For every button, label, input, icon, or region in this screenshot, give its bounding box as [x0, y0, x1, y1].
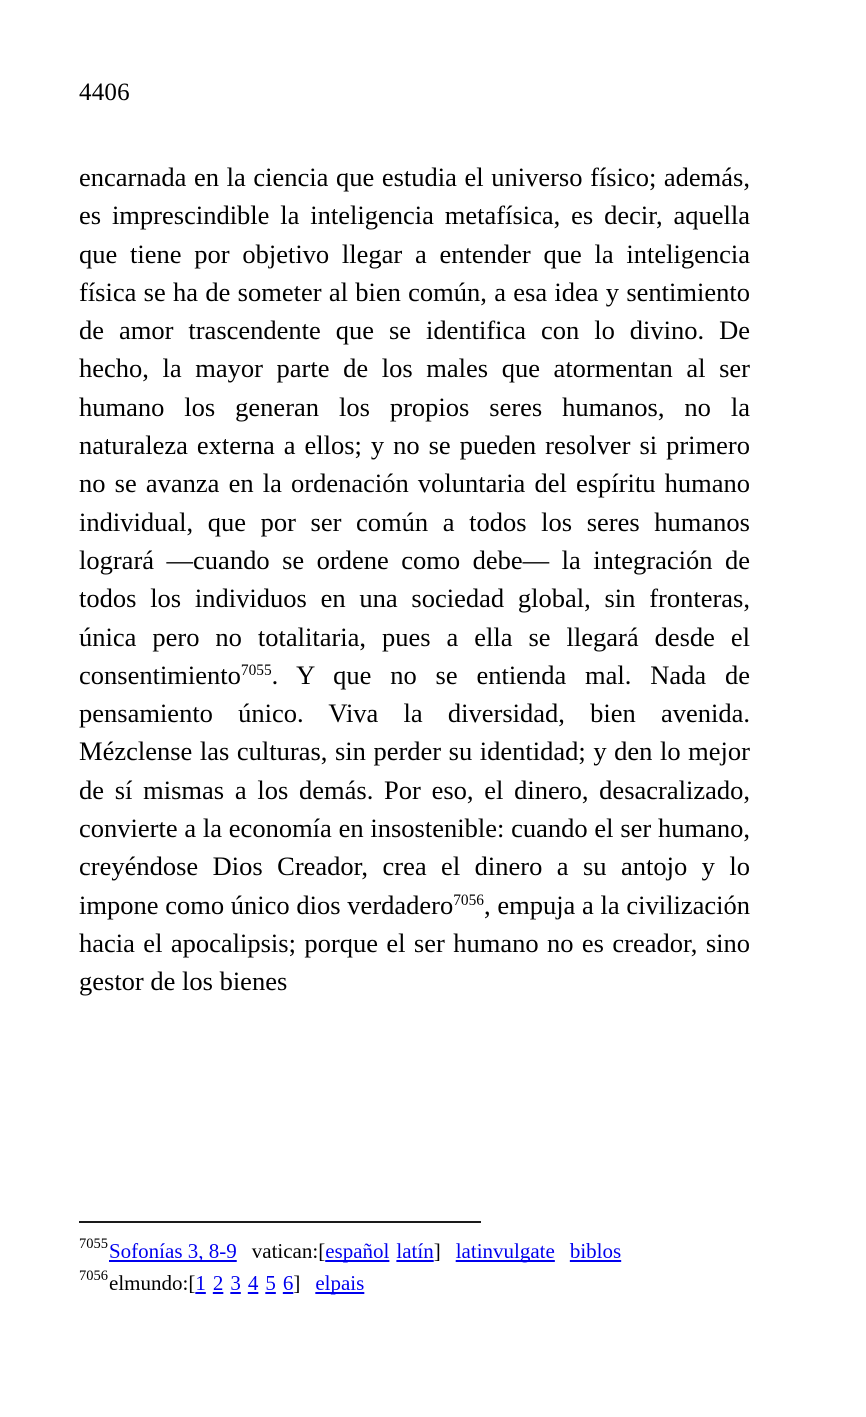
- footnote-link[interactable]: biblos: [569, 1239, 622, 1263]
- body-text-segment: la integración de todos los individuos en una sociedad global, sin fronteras, única pero no totalitaria, pues a ella se llegará desde el consentimiento: [79, 544, 750, 690]
- footnote-text: vatican:[: [251, 1239, 326, 1263]
- body-text-column: [79, 158, 750, 1001]
- body-text-segment: encarnada en la ciencia que estudia el universo físico; además, es imprescindible la inteligencia metafísica, es decir, aquella que tiene por objetivo llegar a entender que la inteligencia física se ha de someter al bien común, a esa idea y sentimiento de amor trascendente que se identifica con lo divino. De hecho, la mayor parte de los males que atormentan al ser humano los generan los propios seres humanos, no la naturaleza externa a ellos; y no se pueden resolver si primero no se avanza en la ordenación voluntaria del espíritu humano individual, que por ser común a todos los seres humanos logrará: [79, 162, 750, 575]
- footnote-link[interactable]: 2: [212, 1271, 224, 1295]
- footnote-link[interactable]: elpais: [315, 1271, 365, 1295]
- footnote-7056: [79, 1267, 779, 1296]
- footnote-7055: [79, 1235, 779, 1264]
- body-text-segment: —cuando se ordene como debe—: [166, 544, 550, 575]
- footnote-link[interactable]: 6: [282, 1271, 294, 1295]
- footnote-link[interactable]: Sofonías 3, 8-9: [109, 1239, 237, 1263]
- footnote-marker: 7056: [79, 1267, 108, 1284]
- footnote-marker: 7055: [79, 1235, 108, 1252]
- footnote-text: elmundo:[: [109, 1271, 196, 1295]
- footnote-link[interactable]: español: [325, 1239, 390, 1263]
- page-number: 4406: [79, 79, 130, 106]
- footnote-separator-rule: [79, 1221, 481, 1223]
- footnote-link[interactable]: latín: [396, 1239, 434, 1263]
- footnote-text: ]: [293, 1271, 301, 1295]
- footnote-text: ]: [433, 1239, 441, 1263]
- body-text-segment: , empuja a la civilización hacia el apocalipsis; porque el ser humano no es creador, sino gestor de los bienes: [79, 889, 750, 997]
- footnote-link[interactable]: 4: [247, 1271, 259, 1295]
- footnote-reference-7056[interactable]: 7056: [453, 891, 484, 909]
- footnote-list: [79, 1235, 779, 1296]
- footnote-area: [79, 1221, 779, 1296]
- footnote-link[interactable]: 5: [265, 1271, 276, 1295]
- footnote-link[interactable]: 3: [230, 1271, 241, 1295]
- footnote-link[interactable]: 1: [195, 1271, 206, 1295]
- body-text-segment: . Y que no se entienda mal. Nada de pensamiento único. Viva la diversidad, bien avenida. Mézclense las culturas, sin perder su identidad; y den lo mejor de sí mismas a los demás. Por eso, el dinero, desacralizado, convierte a la economía en insostenible: cuando el ser humano, creyéndose Dios Creador, crea el dinero a su antojo y lo impone como único dios verdadero: [79, 659, 750, 920]
- footnote-reference-7055[interactable]: 7055: [240, 661, 272, 679]
- body-paragraph: [79, 158, 750, 1001]
- footnote-link[interactable]: latinvulgate: [455, 1239, 555, 1263]
